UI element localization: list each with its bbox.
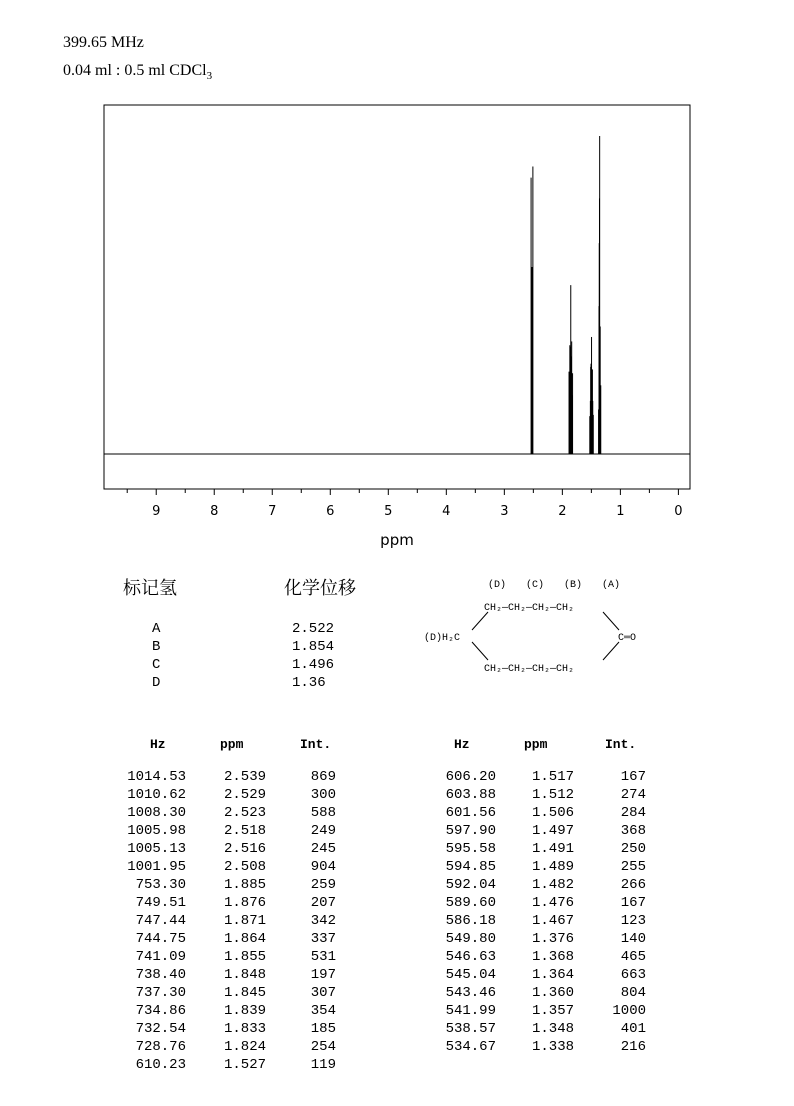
peak-column-int-left	[290, 768, 336, 1074]
peak-ppm-cell: 1.467	[531, 913, 574, 929]
peak-header-int-right: Int.	[605, 737, 637, 752]
peak-column-hz-left	[114, 768, 186, 1074]
peak-hz-cell: 594.85	[445, 859, 496, 875]
assignment-label: B	[152, 639, 161, 655]
peak-hz-cell: 534.67	[445, 1039, 496, 1055]
peak-ppm-cell: 1.855	[223, 949, 266, 965]
peak-int-cell: 368	[620, 823, 646, 839]
peak-int-cell: 869	[310, 769, 336, 785]
peak-hz-cell: 734.86	[135, 1003, 186, 1019]
peak-ppm-cell: 1.357	[531, 1003, 574, 1019]
peak-hz-cell: 601.56	[445, 805, 496, 821]
peak-ppm-cell: 1.348	[531, 1021, 574, 1037]
peak-ppm-cell: 1.839	[223, 1003, 266, 1019]
peak-hz-cell: 545.04	[445, 967, 496, 983]
peak-hz-cell: 741.09	[135, 949, 186, 965]
peak-int-cell: 167	[620, 895, 646, 911]
peak-int-cell: 804	[620, 985, 646, 1001]
peak-ppm-cell: 2.518	[223, 823, 266, 839]
peak-hz-cell: 541.99	[445, 1003, 496, 1019]
peak-hz-cell: 610.23	[135, 1057, 186, 1073]
peak-hz-cell: 728.76	[135, 1039, 186, 1055]
peak-int-cell: 284	[620, 805, 646, 821]
assignment-shift: 1.36	[292, 675, 326, 691]
peak-ppm-cell: 1.506	[531, 805, 574, 821]
peak-ppm-cell: 1.482	[531, 877, 574, 893]
assignment-shift: 1.854	[292, 639, 335, 655]
peak-int-cell: 255	[620, 859, 646, 875]
peak-int-cell: 216	[620, 1039, 646, 1055]
peak-column-ppm-left	[210, 768, 266, 1074]
sample-subscript: 3	[206, 70, 213, 83]
x-tick-label: 7	[268, 504, 277, 519]
peak-hz-cell: 1008.30	[127, 805, 186, 821]
peak-ppm-cell: 1.824	[223, 1039, 266, 1055]
peak-int-cell: 342	[310, 913, 336, 929]
peak-int-cell: 123	[620, 913, 646, 929]
peak-hz-cell: 737.30	[135, 985, 186, 1001]
peak-int-cell: 207	[310, 895, 336, 911]
peak-int-cell: 904	[310, 859, 336, 875]
peak-ppm-cell: 2.539	[223, 769, 266, 785]
peak-int-cell: 337	[310, 931, 336, 947]
peak-hz-cell: 589.60	[445, 895, 496, 911]
peak-int-cell: 401	[620, 1021, 646, 1037]
peak-ppm-cell: 1.848	[223, 967, 266, 983]
peak-ppm-cell: 1.491	[531, 841, 574, 857]
peak-ppm-cell: 1.845	[223, 985, 266, 1001]
x-tick-label: 4	[442, 504, 451, 519]
peak-int-cell: 588	[310, 805, 336, 821]
peak-ppm-cell: 2.508	[223, 859, 266, 875]
peak-ppm-cell: 2.523	[223, 805, 266, 821]
peak-int-cell: 250	[620, 841, 646, 857]
peak-int-cell: 663	[620, 967, 646, 983]
peak-int-cell: 254	[310, 1039, 336, 1055]
peak-header-ppm-right: ppm	[524, 737, 548, 752]
peak-ppm-cell: 1.833	[223, 1021, 266, 1037]
assignment-labels	[152, 620, 160, 692]
peak-hz-cell: 1001.95	[127, 859, 186, 875]
x-axis-ticks	[127, 489, 678, 495]
peak-hz-cell: 538.57	[445, 1021, 496, 1037]
peak-header-hz-left: Hz	[150, 737, 166, 752]
peak-header-hz-right: Hz	[454, 737, 470, 752]
assignment-label: D	[152, 675, 161, 691]
x-tick-label: 1	[616, 504, 625, 519]
peak-hz-cell: 1005.13	[127, 841, 186, 857]
peak-column-int-right	[598, 768, 646, 1056]
peak-hz-cell: 586.18	[445, 913, 496, 929]
peak-ppm-cell: 1.885	[223, 877, 266, 893]
peak-int-cell: 1000	[612, 1003, 646, 1019]
sample-ratio: 0.04 ml : 0.5 ml CDCl	[63, 62, 207, 79]
x-tick-label: 0	[674, 504, 683, 519]
spectrum-peaks	[531, 136, 601, 454]
x-tick-label: 8	[210, 504, 219, 519]
x-tick-label: 5	[384, 504, 393, 519]
peak-int-cell: 197	[310, 967, 336, 983]
peak-hz-cell: 744.75	[135, 931, 186, 947]
peak-int-cell: 167	[620, 769, 646, 785]
peak-int-cell: 119	[310, 1057, 336, 1073]
peak-column-hz-right	[424, 768, 496, 1056]
peak-int-cell: 531	[310, 949, 336, 965]
peak-hz-cell: 595.58	[445, 841, 496, 857]
peak-ppm-cell: 1.864	[223, 931, 266, 947]
peak-hz-cell: 592.04	[445, 877, 496, 893]
assignment-shift: 2.522	[292, 621, 335, 637]
assignment-shifts	[292, 620, 334, 692]
peak-ppm-cell: 1.364	[531, 967, 574, 983]
peak-column-ppm-right	[518, 768, 574, 1056]
peak-hz-cell: 603.88	[445, 787, 496, 803]
molecular-structure	[420, 570, 670, 680]
label-header: 标记氢	[123, 578, 177, 599]
structure-label-b: (B)	[564, 580, 583, 591]
peak-int-cell: 307	[310, 985, 336, 1001]
peak-int-cell: 266	[620, 877, 646, 893]
peak-ppm-cell: 1.338	[531, 1039, 574, 1055]
peak-header-ppm-left: ppm	[220, 737, 244, 752]
peak-ppm-cell: 2.529	[223, 787, 266, 803]
peak-ppm-cell: 1.527	[223, 1057, 266, 1073]
peak-hz-cell: 543.46	[445, 985, 496, 1001]
structure-label-d: (D)	[488, 580, 507, 591]
spectrometer-frequency: 399.65 MHz	[63, 34, 144, 51]
peak-hz-cell: 1005.98	[127, 823, 186, 839]
structure-label-a: (A)	[602, 580, 621, 591]
structure-carbonyl: C═O	[618, 633, 637, 644]
peak-ppm-cell: 1.512	[531, 787, 574, 803]
structure-bottom-chain: CH₂—CH₂—CH₂—CH₂	[484, 664, 575, 675]
x-axis-label: ppm	[380, 531, 414, 549]
x-tick-label: 2	[558, 504, 567, 519]
peak-ppm-cell: 1.376	[531, 931, 574, 947]
peak-hz-cell: 549.80	[445, 931, 496, 947]
peak-ppm-cell: 1.489	[531, 859, 574, 875]
peak-ppm-cell: 1.360	[531, 985, 574, 1001]
peak-hz-cell: 1014.53	[127, 769, 186, 785]
assignment-shift: 1.496	[292, 657, 335, 673]
peak-int-cell: 354	[310, 1003, 336, 1019]
peak-ppm-cell: 1.871	[223, 913, 266, 929]
peak-int-cell: 185	[310, 1021, 336, 1037]
peak-hz-cell: 747.44	[135, 913, 186, 929]
peak-ppm-cell: 2.516	[223, 841, 266, 857]
peak-hz-cell: 606.20	[445, 769, 496, 785]
peak-int-cell: 259	[310, 877, 336, 893]
peak-hz-cell: 738.40	[135, 967, 186, 983]
peak-hz-cell: 546.63	[445, 949, 496, 965]
plot-frame	[104, 105, 690, 489]
peak-ppm-cell: 1.497	[531, 823, 574, 839]
peak-hz-cell: 749.51	[135, 895, 186, 911]
peak-int-cell: 274	[620, 787, 646, 803]
structure-bonds	[472, 612, 619, 660]
x-axis-tick-labels	[152, 504, 682, 519]
x-tick-label: 3	[500, 504, 509, 519]
peak-hz-cell: 1010.62	[127, 787, 186, 803]
assignment-label: A	[152, 621, 161, 637]
peak-ppm-cell: 1.476	[531, 895, 574, 911]
shift-header: 化学位移	[284, 578, 356, 599]
peak-ppm-cell: 1.876	[223, 895, 266, 911]
peak-int-cell: 245	[310, 841, 336, 857]
x-tick-label: 9	[152, 504, 161, 519]
x-tick-label: 6	[326, 504, 335, 519]
assignment-label: C	[152, 657, 161, 673]
peak-int-cell: 465	[620, 949, 646, 965]
structure-label-c: (C)	[526, 580, 545, 591]
structure-top-chain: CH₂—CH₂—CH₂—CH₂	[484, 603, 575, 614]
peak-hz-cell: 732.54	[135, 1021, 186, 1037]
peak-ppm-cell: 1.517	[531, 769, 574, 785]
peak-int-cell: 140	[620, 931, 646, 947]
peak-hz-cell: 753.30	[135, 877, 186, 893]
peak-ppm-cell: 1.368	[531, 949, 574, 965]
structure-left-group: (D)H₂C	[424, 633, 461, 644]
peak-int-cell: 249	[310, 823, 336, 839]
peak-hz-cell: 597.90	[445, 823, 496, 839]
peak-header-int-left: Int.	[300, 737, 332, 752]
peak-int-cell: 300	[310, 787, 336, 803]
